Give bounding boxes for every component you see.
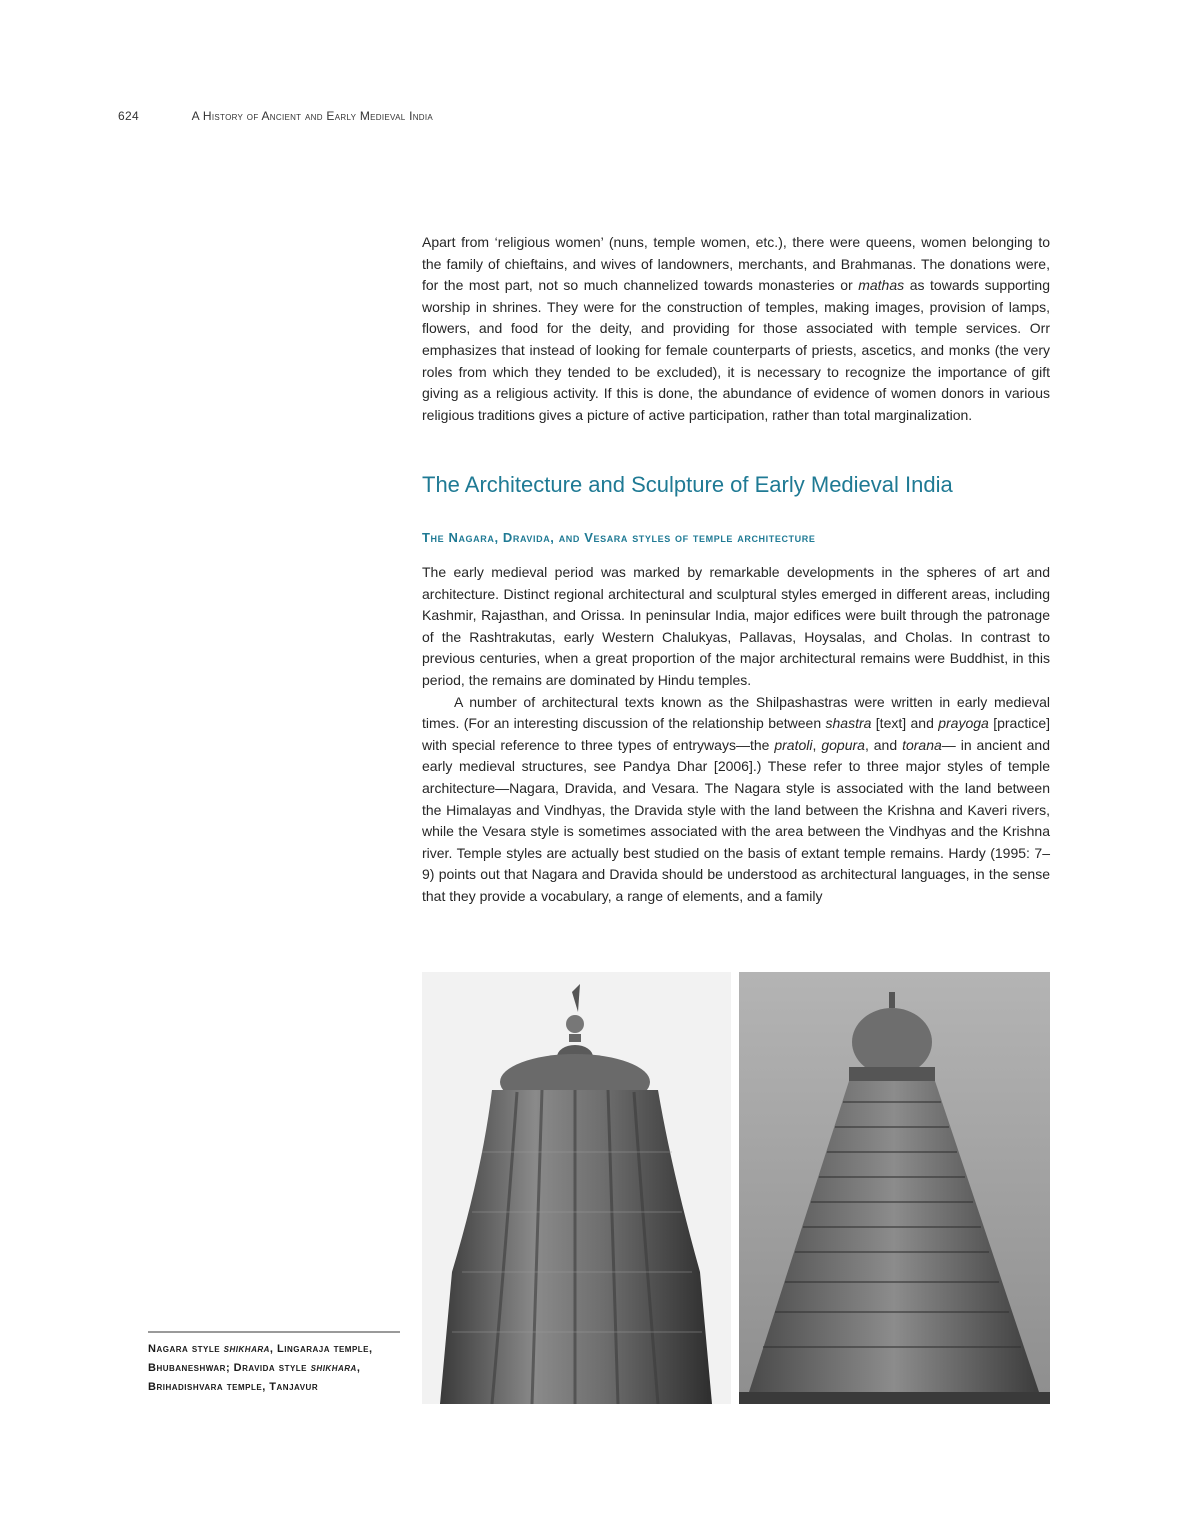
section-heading: The Architecture and Sculpture of Early Medieval India (422, 472, 953, 497)
lingaraja-temple-photo (422, 972, 731, 1404)
paragraph-architecture (422, 562, 1050, 908)
sub-heading: The Nagara, Dravida, and Vesara styles of temple architecture (422, 530, 816, 545)
paragraph-text: Apart from ‘religious women’ (nuns, temple women, etc.), there were queens, women belonging to the family of chieftains, and wives of landowners, merchants, and Brahmanas. The donations were, for the most part, not so much channelized towards monasteries or mathas as towards supporting worship in shrines. They were for the construction of temples, making images, provision of lamps, flowers, and food for the deity, and providing for those associated with temple services. Orr emphasizes that instead of looking for female counterparts of priests, ascetics, and monks (the very roles from which they tended to be excluded), it is necessary to recognize the importance of gift giving as a religious activity. If this is done, the abundance of evidence of women donors in various religious traditions gives a picture of active participation, rather than total marginalization. (422, 234, 1050, 423)
book-title: A History of Ancient and Early Medieval India (191, 109, 434, 123)
caption-rule (148, 1331, 400, 1333)
dravida-shikhara-image (739, 972, 1050, 1404)
paragraph-shilpashastras: A number of architectural texts known as the Shilpashastras were written in early medieval times. (For an interesting discussion of the relationship between shastra [text] and prayoga [practice] with special reference to three types of entryways—the pratoli, gopura, and torana— in ancient and early medieval structures, see Pandya Dhar [2006].) These refer to three major styles of temple architecture—Nagara, Dravida, and Vesara. The Nagara style is associated with the land between the Himalayas and Vindhyas, the Dravida style with the land between the Krishna and Kaveri rivers, while the Vesara style is sometimes associated with the area between the Vindhyas and the Krishna river. Temple styles are actually best studied on the basis of extant temple remains. Hardy (1995: 7–9) points out that Nagara and Dravida should be understood as architectural languages, in the sense that they provide a vocabulary, a range of elements, and a family (422, 693, 1051, 904)
running-head (118, 109, 433, 123)
page-number: 624 (118, 109, 139, 123)
paragraph-women-donors (422, 232, 1050, 426)
nagara-shikhara-image (422, 972, 731, 1404)
paragraph-early-medieval: The early medieval period was marked by remarkable developments in the spheres of art and architecture. Distinct regional architectural and sculptural styles emerged in different areas, including Kashmir, Rajasthan, and Orissa. In peninsular India, major edifices were built through the patronage of the Rashtrakutas, early Western Chalukyas, Pallavas, Hoysalas, and Cholas. In contrast to previous centuries, when a great proportion of the major architectural remains were Buddhist, in this period, the remains are dominated by Hindu temples. (422, 564, 1050, 688)
figure-caption: Nagara style shikhara, Lingaraja temple, Bhubaneshwar; Dravida style shikhara, Brihadishvara temple, Tanjavur (148, 1343, 373, 1393)
brihadishvara-temple-photo (739, 972, 1050, 1404)
